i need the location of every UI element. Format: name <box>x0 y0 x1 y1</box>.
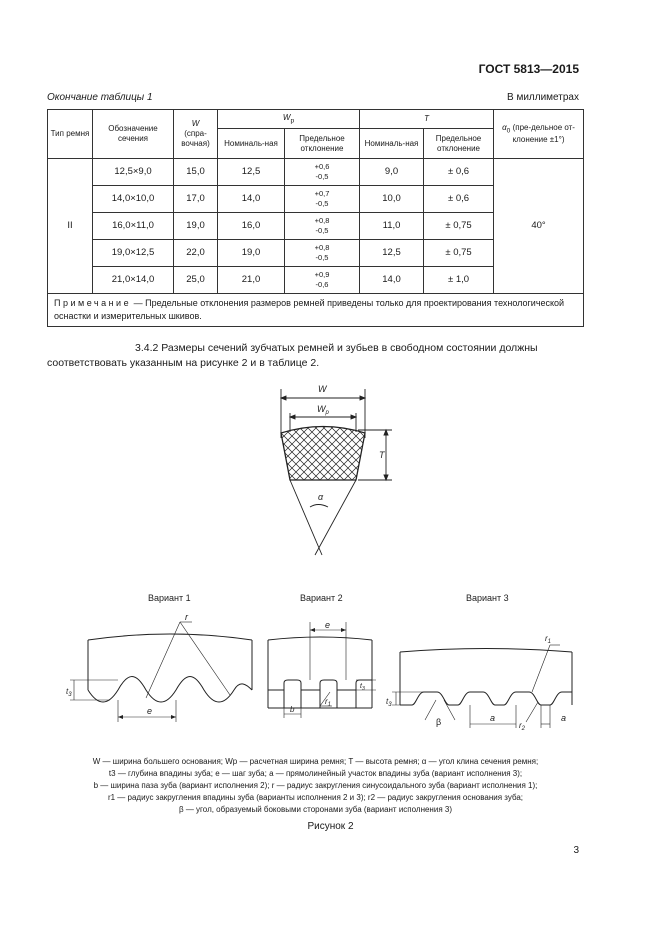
section-cell: 19,0×12,5 <box>93 240 174 267</box>
angle-cell: 40° <box>494 159 584 294</box>
label-r: r <box>185 612 188 622</box>
document-code: ГОСТ 5813—2015 <box>478 62 579 76</box>
header-t-nominal: Номиналь-ная <box>360 129 424 159</box>
t-deviation-cell: ± 0,6 <box>424 186 494 213</box>
w-cell: 22,0 <box>174 240 218 267</box>
label-t: T <box>379 450 385 460</box>
wp-cell: 14,0 <box>218 186 285 213</box>
label-e-v1: e <box>147 706 153 716</box>
label-r1-v2: $r_1$ <box>325 697 332 708</box>
wp-cell: 19,0 <box>218 240 285 267</box>
label-t3-v1: $t_3$ <box>66 687 72 698</box>
wp-deviation-cell: +0,8 -0,5 <box>285 240 360 267</box>
units-label: В миллиметрах <box>507 92 579 103</box>
header-alpha: $\alpha_0$ (пре-дельное от-клонение ±1°) <box>494 110 584 159</box>
wp-cell: 12,5 <box>218 159 285 186</box>
w-cell: 25,0 <box>174 267 218 294</box>
variant-1-label: Вариант 1 <box>148 593 191 603</box>
section-cell: 12,5×9,0 <box>93 159 174 186</box>
variant-2-profile <box>268 622 376 718</box>
wp-cell: 16,0 <box>218 213 285 240</box>
section-cell: 16,0×11,0 <box>93 213 174 240</box>
label-e-v2: e <box>325 620 331 630</box>
t-cell: 9,0 <box>360 159 424 186</box>
figure-legend <box>60 756 571 816</box>
header-designation: Обозначение сечения <box>93 110 174 159</box>
note-label: Примечание <box>54 298 132 308</box>
header-w: W (спра-вочная) <box>174 110 218 159</box>
variant-1-profile <box>70 622 252 722</box>
w-cell: 15,0 <box>174 159 218 186</box>
t-cell: 12,5 <box>360 240 424 267</box>
header-t: T <box>360 110 494 129</box>
label-w: W <box>318 384 327 394</box>
t-cell: 11,0 <box>360 213 424 240</box>
label-wp: $W_p$ <box>317 404 329 416</box>
legend-line: b — ширина паза зуба (вариант исполнения 2); r — радиус закругления синусоидального зуба (вариант исполнения 1); <box>93 781 538 790</box>
header-t-deviation: Предельное отклонение <box>424 129 494 159</box>
legend-line: r1 — радиус закругления впадины зуба (варианты исполнения 2 и 3); r2 — радиус закругления основания зуба; <box>107 793 524 802</box>
variant-3-label: Вариант 3 <box>466 593 509 603</box>
table-note: Примечание — Предельные отклонения размеров ремней приведены только для проектирования технологической оснастки и измерительных шкивов. <box>48 294 584 327</box>
header-wp-nominal: Номиналь-ная <box>218 129 285 159</box>
wp-cell: 21,0 <box>218 267 285 294</box>
variant-3-profile <box>392 645 572 728</box>
label-r2: $r_2$ <box>519 721 526 732</box>
t-deviation-cell: ± 0,75 <box>424 240 494 267</box>
section-cell: 14,0×10,0 <box>93 186 174 213</box>
header-belt-type: Тип ремня <box>48 110 93 159</box>
t-deviation-cell: ± 1,0 <box>424 267 494 294</box>
section-cell: 21,0×14,0 <box>93 267 174 294</box>
belt-cross-section <box>281 389 392 555</box>
figure-caption: Рисунок 2 <box>307 821 354 832</box>
header-wp-deviation: Предельное отклонение <box>285 129 360 159</box>
label-b: b <box>290 705 295 714</box>
t-cell: 14,0 <box>360 267 424 294</box>
legend-line: W — ширина большего основания; Wp — расчетная ширина ремня; T — высота ремня; α — угол клина сечения ремня; <box>92 757 539 766</box>
wp-deviation-cell: +0,6 -0,5 <box>285 159 360 186</box>
w-cell: 17,0 <box>174 186 218 213</box>
label-r1-v3: $r_1$ <box>545 634 552 645</box>
w-cell: 19,0 <box>174 213 218 240</box>
section-paragraph: 3.4.2 Размеры сечений зубчатых ремней и зубьев в свободном состоянии должны соответствовать указанным на рисунке 2 и в таблице 2. <box>47 342 538 369</box>
wp-deviation-cell: +0,7 -0,5 <box>285 186 360 213</box>
label-a-right: a <box>561 713 567 723</box>
wp-deviation-cell: +0,8 -0,5 <box>285 213 360 240</box>
t-cell: 10,0 <box>360 186 424 213</box>
header-wp: $W_p$ <box>218 110 360 129</box>
wp-deviation-cell: +0,9 -0,6 <box>285 267 360 294</box>
label-a: a <box>490 713 496 723</box>
label-t3-v2: $t_3$ <box>360 683 365 692</box>
page-number: 3 <box>573 845 579 856</box>
label-t3-v3: $t_3$ <box>386 697 392 708</box>
legend-line: β — угол, образуемый боковыми сторонами зуба (вариант исполнения 3) <box>179 805 452 814</box>
label-alpha: α <box>318 492 324 502</box>
variant-2-label: Вариант 2 <box>300 593 343 603</box>
t-deviation-cell: ± 0,6 <box>424 159 494 186</box>
table-continuation-label: Окончание таблицы 1 <box>47 92 153 103</box>
legend-line: t3 — глубина впадины зуба; e — шаг зуба; a — прямолинейный участок впадины зуба (вариант исполнения 3); <box>108 769 523 778</box>
belt-type-cell: II <box>48 159 93 294</box>
t-deviation-cell: ± 0,75 <box>424 213 494 240</box>
label-beta: β <box>436 717 442 727</box>
